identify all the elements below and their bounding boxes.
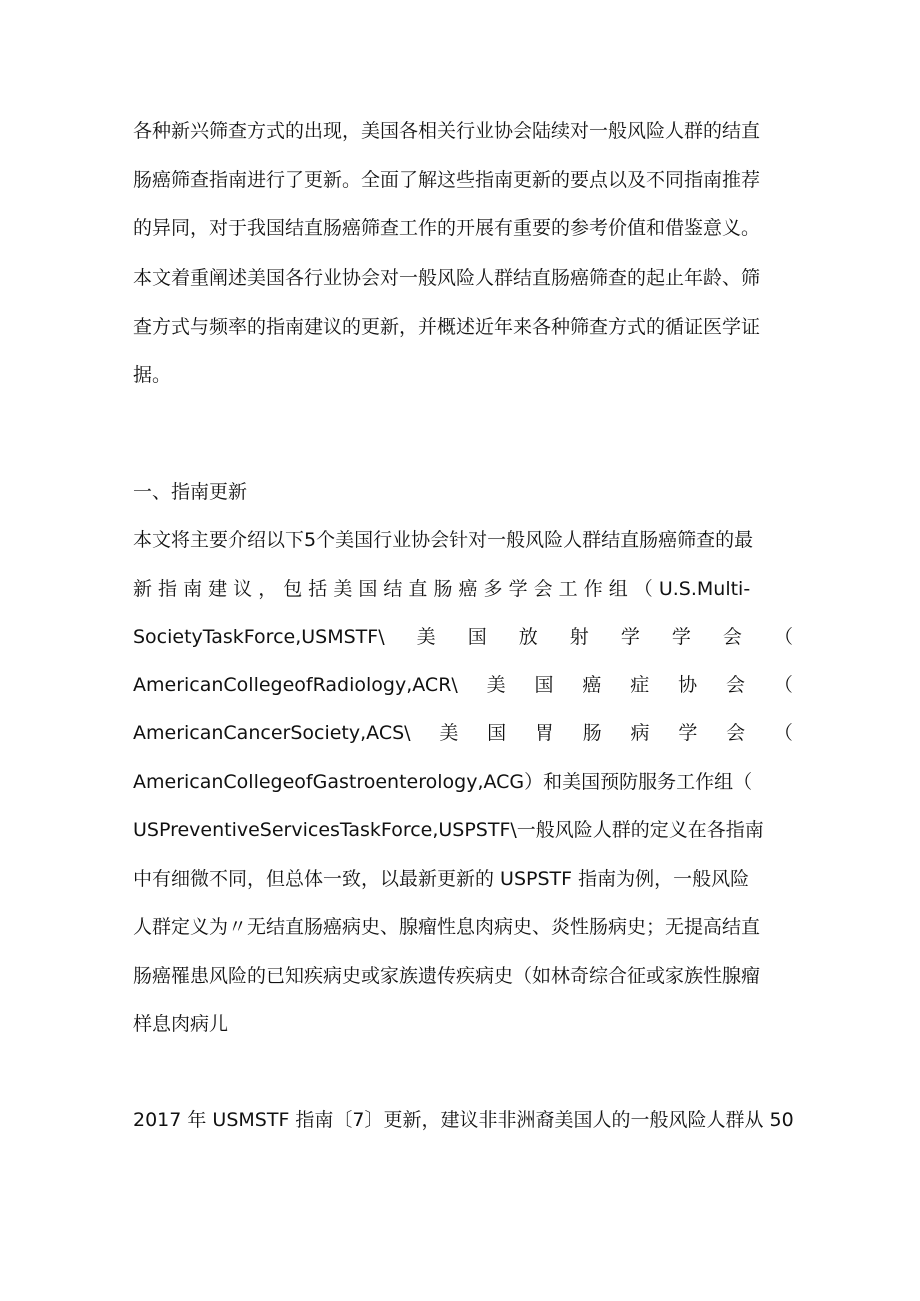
org-name-acs: AmericanCancerSociety,ACS\ [133, 722, 411, 744]
intro-line-3: 的异同，对于我国结直肠癌筛查工作的开展有重要的参考价值和借鉴意义。 [133, 217, 761, 239]
intro-line-2: 肠癌筛查指南进行了更新。全面了解这些指南更新的要点以及不同指南推荐 [133, 169, 761, 191]
char: 会 [726, 722, 746, 744]
org-name-usmstf: SocietyTaskForce,USMSTF\ [133, 626, 385, 648]
intro-line-5: 查方式与频率的指南建议的更新，并概述近年来各种筛查方式的循证医学证 [133, 316, 761, 338]
section-line-7: USPreventiveServicesTaskForce,USPSTF\一般风险人群的定义在各指南 [133, 819, 764, 841]
char: 美 [416, 626, 436, 648]
section-line-8: 中有细微不同，但总体一致，以最新更新的 USPSTF 指南为例，一般风险 [133, 868, 750, 890]
char: 胃 [534, 722, 554, 744]
char: 国 [487, 722, 507, 744]
char: （ [773, 722, 793, 744]
char: 美 [486, 674, 506, 696]
char: 会 [726, 674, 746, 696]
char: 放 [518, 626, 538, 648]
char: 国 [467, 626, 487, 648]
char: 学 [620, 626, 640, 648]
char: 射 [569, 626, 589, 648]
char: 癌 [582, 674, 602, 696]
char: （ [773, 674, 793, 696]
char: 肠 [582, 722, 602, 744]
char: （ [773, 626, 793, 648]
org-name-acr: AmericanCollegeofRadiology,ACR\ [133, 674, 458, 696]
intro-line-6: 据。 [133, 364, 172, 386]
section-line-2: 新 指 南 建 议 ， 包 括 美 国 结 直 肠 癌 多 学 会 工 作 组 （ U.S.Multi- [133, 578, 751, 600]
char: 国 [534, 674, 554, 696]
section-line-4 [133, 673, 793, 697]
section-line-3 [133, 625, 793, 649]
char: 病 [630, 722, 650, 744]
char: 会 [722, 626, 742, 648]
char: 美 [439, 722, 459, 744]
section-line-11: 样息肉病儿 [133, 1013, 229, 1035]
section-line-9: 人群定义为〃无结直肠癌病史、腺瘤性息肉病史、炎性肠病史；无提高结直 [133, 916, 761, 938]
intro-line-4: 本文着重阐述美国各行业协会对一般风险人群结直肠癌筛查的起止年龄、筛 [133, 267, 761, 289]
section-line-5 [133, 721, 793, 745]
section-line-6: AmericanCollegeofGastroenterology,ACG）和美国预防服务工作组（ [133, 771, 753, 793]
intro-line-1: 各种新兴筛查方式的出现，美国各相关行业协会陆续对一般风险人群的结直 [133, 120, 761, 142]
section-line-10: 肠癌罹患风险的已知疾病史或家族遗传疾病史（如林奇综合征或家族性腺瘤 [133, 965, 761, 987]
para2-line-1: 2017 年 USMSTF 指南〔7〕更新，建议非非洲裔美国人的一般风险人群从 50 [133, 1109, 794, 1131]
char: 学 [678, 722, 698, 744]
char: 症 [630, 674, 650, 696]
char: 学 [671, 626, 691, 648]
char: 协 [678, 674, 698, 696]
section-heading: 一、指南更新 [133, 481, 248, 503]
section-line-1: 本文将主要介绍以下5个美国行业协会针对一般风险人群结直肠癌筛查的最 [133, 529, 754, 551]
